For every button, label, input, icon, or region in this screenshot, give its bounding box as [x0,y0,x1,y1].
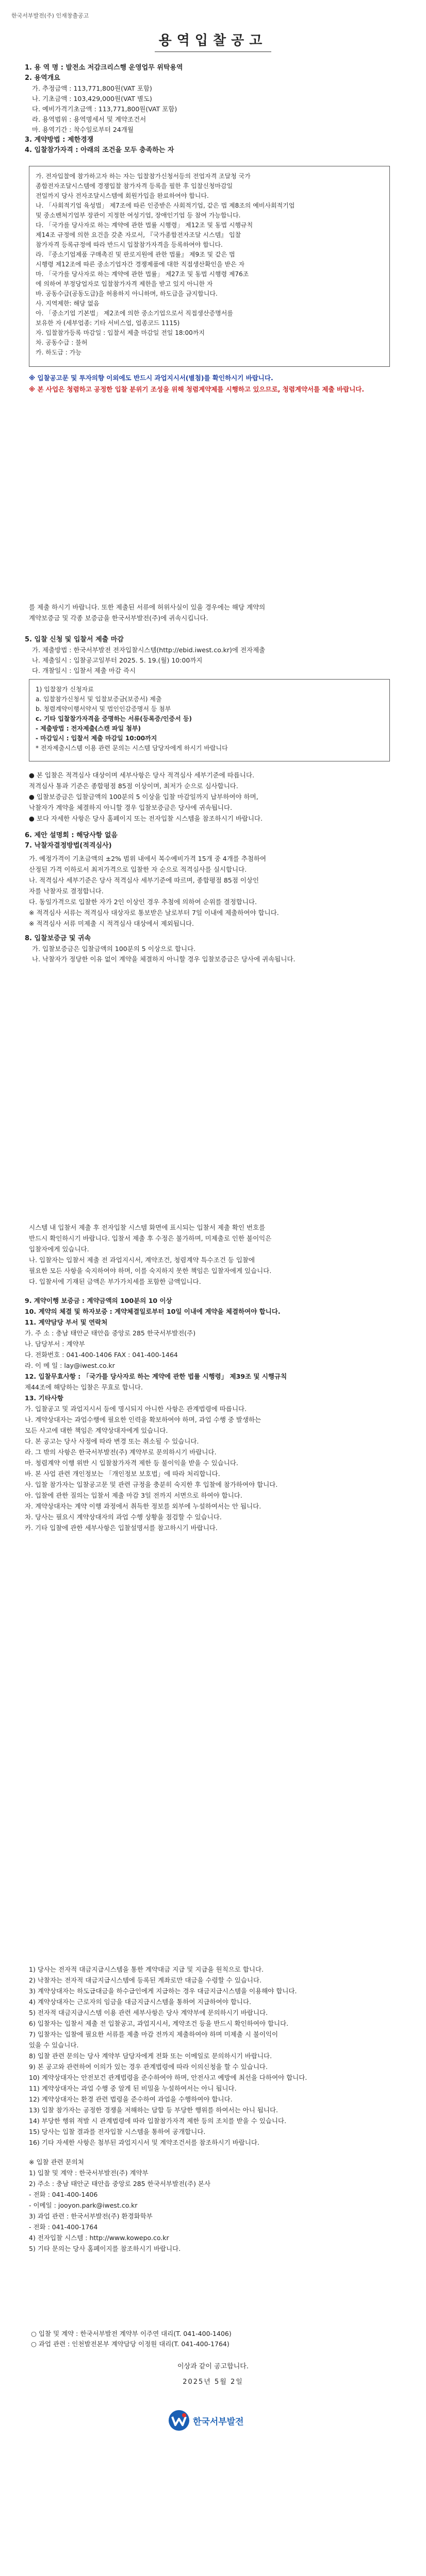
paragraph-line: 2) 낙찰자는 전자적 대금지급시스템에 등록된 계좌로만 대금을 수령할 수 있습니다. [29,1976,262,1984]
documents-line: b. 청렴계약이행서약서 및 법인인감증명서 등 첨부 [36,705,171,713]
notice-red: ※ 본 사업은 청렴하고 공정한 입찰 분위기 조성을 위해 청렴계약제를 시행하고 있으므로, 청렴계약서를 제출 바랍니다. [29,385,365,393]
contact-line: - 전화 : 041-400-1764 [29,2223,98,2231]
company-name: 한국서부발전 [193,2416,244,2427]
paragraph-line: 15) 당사는 입찰 결과를 전자입찰 시스템을 통하여 공개합니다. [29,2128,206,2136]
section-deposit [25,934,396,964]
org-header: 한국서부발전(주) 인재창출공고 [11,12,89,19]
paragraph-line: 자를 낙찰자로 결정합니다. [29,887,104,895]
section-contract-misc [25,1295,396,1533]
paragraph-block [29,1964,398,2148]
misc-line: 카. 기타 입찰에 관한 세부사항은 입찰설명서를 참고하시기 바랍니다. [25,1524,218,1532]
documents-line: - 마감일시 : 입찰서 제출 마감일 10:00까지 [36,735,157,742]
company-logo [168,2409,259,2432]
paragraph-line: 4) 계약상대자는 근로자의 임금을 대금지급시스템을 통하여 지급하여야 합니다. [29,1998,252,2006]
page-title: 용역입찰공고 [158,33,268,48]
eligibility-line: 카. 하도급 : 가능 [36,349,81,356]
eligibility-line: 나. 「사회적기업 육성법」 제7조에 따른 인증받은 사회적기업, 같은 법 제8조의 예비사회적기업 [36,202,295,209]
eligibility-line: 전일까지 당사 전자조달시스템에 회원가입을 완료하여야 합니다. [36,192,209,199]
summary-item: 가. 추정금액 : 113,771,800원(VAT 포함) [32,84,152,92]
section-overview [25,63,396,156]
documents-line: * 전자제출시스템 이용 관련 문의는 시스템 담당자에게 하시기 바랍니다 [36,744,228,752]
eligibility-line: 및 중소벤처기업부 장관이 지정한 여성기업, 장애인기업 등 참여 가능합니다. [36,212,241,219]
paragraph-line: ※ 적격심사 서류는 적격심사 대상자로 통보받은 날로부터 7일 이내에 제출하여야 합니다. [29,909,279,917]
paragraph-line: 적격심사 통과 기준은 종합평점 85점 이상이며, 최저가 순으로 심사합니다. [29,782,238,790]
paragraph-block [29,770,398,824]
paragraph-line: 를 제출 하시기 바랍니다. 또한 제출된 서류에 허위사실이 있을 경우에는 해당 계약의 [29,603,266,611]
paragraph-line: 10) 계약상대자는 안전보건 관계법령을 준수하여야 하며, 안전사고 예방에 최선을 다하여야 합니다. [29,2074,307,2081]
submission-item: 가. 제출방법 : 한국서부발전 전자입찰시스템(http://ebid.iwest.co.kr)에 전자제출 [32,646,266,654]
documents-box [29,679,390,761]
misc-line: 다. 본 공고는 당사 사정에 따라 변경 또는 취소될 수 있습니다. [25,1437,199,1445]
eligibility-line: 종합전자조달시스템에 경쟁입찰 참가자격 등록을 필한 후 입찰신청마감일 [36,182,233,190]
submission-item: 다. 개찰일시 : 입찰서 제출 마감 즉시 [32,667,136,674]
footer-notes [31,2329,392,2349]
documents-line: - 제출방법 : 전자제출(스캔 파일 첨부) [36,725,141,732]
documents-line: c. 기타 입찰참가자격을 증명하는 서류(등록증/인증서 등) [36,715,192,722]
paragraph-line: ※ 적격심사 서류 미제출 시 적격심사 대상에서 제외됩니다. [29,920,194,927]
paragraph-line: 3) 계약상대자는 하도급대금을 하수급인에게 지급하는 경우 대금지급시스템을 이용해야 합니다. [29,1987,297,1995]
summary-item: 라. 용역범위 : 용역명세서 및 계약조건서 [32,115,146,123]
eligibility-line: 가. 전자입찰에 참가하고자 하는 자는 입찰참가신청서등의 전업자격 조달청 국가 [36,173,251,180]
misc-line: 라. 그 밖의 사항은 한국서부발전(주) 계약부로 문의하시기 바랍니다. [25,1448,217,1456]
submission-item: 나. 제출일시 : 입찰공고일부터 2025. 5. 19.(월) 10:00까지 [32,656,203,664]
service-summary-heading: 2. 용역개요 [25,74,60,82]
contact-line: 1) 입찰 및 계약 : 한국서부발전(주) 계약부 [29,2169,149,2177]
summary-item: 다. 예비가격기초금액 : 113,771,800원(VAT 포함) [32,105,177,113]
paragraph-line: ● 입찰보증금은 입찰금액의 100분의 5 이상을 입찰 마감일까지 납부하여야 하며, [29,793,258,801]
contact-line: 5) 기타 문의는 당사 홈페이지를 참조하시기 바랍니다. [29,2245,181,2252]
contact-line: - 전화 : 041-400-1406 [29,2191,98,2198]
closing-statement: 이상과 같이 공고합니다. [177,2363,249,2370]
misc-line: 11. 계약담당 부서 및 연락처 [25,1318,108,1326]
paragraph-line: 다. 입찰서에 기재된 금액은 부가가치세를 포함한 금액입니다. [29,1278,201,1285]
misc-line: 마. 청렴계약 이행 위반 시 입찰참가자격 제한 등 불이익을 받을 수 있습니다. [25,1459,238,1467]
notice-blue: ※ 입찰공고문 및 투자의향 이외에도 반드시 과업지시서(별첨)를 확인하시기 바랍니다. [29,374,273,382]
summary-item: 마. 용역기간 : 착수일로부터 24개월 [32,126,134,133]
submission-heading: 5. 입찰 신청 및 입찰서 제출 마감 [25,636,124,643]
eligibility-line: 제14조 규정에 의한 요건을 갖춘 자로서, 『국가종합전자조달 시스템』 입찰 [36,231,241,239]
contact-intro: ※ 입찰 관련 문의처 [29,2158,84,2166]
paragraph-line: 8) 입찰 관련 문의는 당사 계약부 담당자에게 전화 또는 이메일로 문의하시기 바랍니다. [29,2052,272,2060]
paragraph-line: 9) 본 공고와 관련하여 이의가 있는 경우 관계법령에 따라 이의신청을 할 수 있습니다. [29,2063,268,2071]
misc-line: 제44조에 해당하는 입찰은 무효로 합니다. [25,1383,143,1391]
misc-line: 13. 기타사항 [25,1394,63,1402]
paragraph-line: 나. 적격심사 세부기준은 당사 적격심사 세부기준에 따르며, 종합평점 85점 이상인 [29,876,259,884]
contact-block [29,2157,398,2254]
documents-line: a. 입찰참가신청서 및 입찰보증금(보증서) 제출 [36,696,162,703]
misc-line: 9. 계약이행 보증금 : 계약금액의 100분의 10 이상 [25,1297,172,1304]
eligibility-line: 보유한 자 (세부업종: 기타 서비스업, 업종코드 1115) [36,319,180,327]
eligibility-heading: 4. 입찰참가자격 : 아래의 조건을 모두 충족하는 자 [25,146,174,154]
eligibility-line: 참가자격 등록규정에 따라 반드시 입찰참가자격을 등록하여야 합니다. [36,241,223,248]
contact-line: 2) 주소 : 충남 태안군 태안읍 중앙로 285 한국서부발전(주) 본사 [29,2180,211,2188]
paragraph-line: 16) 기타 자세한 사항은 첨부된 과업지시서 및 계약조건서를 참조하시기 바랍니다. [29,2139,259,2146]
misc-line: 모든 사고에 대한 책임은 계약상대자에게 있습니다. [25,1427,168,1434]
deposit-item: 나. 낙찰자가 정당한 이유 없이 계약을 체결하지 아니할 경우 입찰보증금은 당사에 귀속됩니다. [32,955,296,963]
paragraph-line: 가. 예정가격이 기초금액의 ±2% 범위 내에서 복수예비가격 15개 중 4개를 추첨하여 [29,855,267,862]
paragraph-line: 12) 계약상대자는 환경 관련 법령을 준수하여 과업을 수행하여야 합니다. [29,2095,233,2103]
paragraph-line: 나. 입찰자는 입찰서 제출 전 과업지시서, 계약조건, 청렴계약 특수조건 등 입찰에 [29,1256,255,1264]
selection-heading: 7. 낙찰자결정방법(적격심사) [25,842,112,850]
section-selection [25,831,396,851]
paragraph-line: ● 보다 자세한 사항은 당사 홈페이지 또는 전자입찰 시스템을 참조하시기 바랍니다. [29,815,263,822]
misc-line: 나. 계약상대자는 과업수행에 필요한 인력을 확보하여야 하며, 과업 수행 중 발생하는 [25,1416,261,1423]
eligibility-line: 차. 공동수급 : 불허 [36,339,88,346]
paragraph-line: 다. 동일가격으로 입찰한 자가 2인 이상인 경우 추첨에 의하여 순위를 결정합니다. [29,898,257,906]
summary-item: 나. 기초금액 : 103,429,000원(VAT 별도) [32,95,152,103]
paragraph-line: 있을 수 있습니다. [29,2041,79,2049]
paragraph-line: 산정된 가격 이하로서 최저가격으로 입찰한 자 순으로 적격심사를 실시합니다. [29,866,247,873]
service-name: 1. 용 역 명 : 발전소 저감크리스행 운영업무 위탁용역 [25,64,183,72]
misc-line: 사. 입찰 참가자는 입찰공고문 및 관련 규정을 충분히 숙지한 후 입찰에 참가하여야 합니다. [25,1481,278,1488]
paragraph-line: 입찰자에게 있습니다. [29,1245,89,1253]
kowepo-logo-icon [168,2410,190,2431]
eligibility-line: 사. 지역제한: 해당 없음 [36,300,100,307]
misc-line: 12. 입찰무효사항 : 「국가를 당사자로 하는 계약에 관한 법률 시행령」 제39조 및 시행규칙 [25,1372,287,1380]
paragraph-line: 7) 입찰자는 입찰에 필요한 서류를 제출 마감 전까지 제출하여야 하며 미제출 시 불이익이 [29,2030,278,2038]
eligibility-box [29,166,390,367]
footer-note-line: ○ 입찰 및 계약 : 한국서부발전 계약부 이주연 대리(T. 041-400-1406) [31,2330,232,2337]
misc-line: 자. 계약상대자는 계약 이행 과정에서 취득한 정보를 외부에 누설하여서는 안 됩니다. [25,1502,261,1510]
eligibility-line: 바. 공동수급(공동도급)을 허용하지 아니하며, 하도급을 금지합니다. [36,290,218,297]
deposit-item: 가. 입찰보증금은 입찰금액의 100분의 5 이상으로 합니다. [32,945,196,953]
paragraph-line: 낙찰자가 계약을 체결하지 아니할 경우 입찰보증금은 당사에 귀속됩니다. [29,804,233,811]
paragraph-line: 5) 전자적 대금지급시스템 이용 관련 세부사항은 당사 계약부에 문의하시기 바랍니다. [29,2009,268,2016]
misc-line: 라. 이 메 일 : lay@iwest.co.kr [25,1362,115,1369]
paragraph-block [29,1222,398,1287]
section-submission [25,635,396,676]
misc-line: 가. 주 소 : 충남 태안군 태안읍 중앙로 285 한국서부발전(주) [25,1329,196,1337]
briefing-line: 6. 제안 설명회 : 해당사항 없음 [25,832,118,839]
paragraph-line: 14) 부당한 행위 적발 시 관계법령에 따라 입찰참가자격 제한 등의 조치를 받을 수 있습니다. [29,2117,287,2125]
paragraph-line: ● 본 입찰은 적격심사 대상이며 세부사항은 당사 적격심사 세부기준에 따릅니다. [29,771,255,779]
paragraph-line: 필요한 모든 사항을 숙지하여야 하며, 이를 숙지하지 못한 책임은 입찰자에게 있습니다. [29,1267,272,1275]
paragraph-block [29,602,398,623]
paragraph-line: 6) 입찰자는 입찰서 제출 전 입찰공고, 과업지시서, 계약조건 등을 반드시 확인하여야 합니다. [29,2020,289,2027]
contact-line: 4) 전자입찰 시스템 : http://www.kowepo.co.kr [29,2234,169,2242]
paragraph-line: 반드시 확인하시기 바랍니다. 입찰서 제출 후 수정은 불가하며, 미제출로 인한 불이익은 [29,1234,272,1242]
misc-line: 아. 입찰에 관한 질의는 입찰서 제출 마감 3일 전까지 서면으로 하여야 합니다. [25,1492,242,1499]
paragraph-block [29,853,398,929]
documents-line: 1) 입찰참가 신청자료 [36,686,94,693]
deposit-heading: 8. 입찰보증금 및 귀속 [25,935,91,942]
eligibility-line: 다. 「국가를 당사자로 하는 계약에 관한 법률 시행령」 제12조 및 동법 시행규칙 [36,222,253,229]
eligibility-line: 자. 입찰참가등록 마감일 : 입찰서 제출 마감일 전일 18:00까지 [36,329,205,336]
misc-line: 차. 당사는 필요시 계약상대자의 과업 수행 상황을 점검할 수 있습니다. [25,1513,222,1521]
misc-line: 다. 전화번호 : 041-400-1406 FAX : 041-400-1464 [25,1351,178,1359]
eligibility-line: 에 의하여 부정당업자로 입찰참가자격 제한을 받고 있지 아니한 자 [36,280,213,287]
paragraph-line: 1) 당사는 전자적 대금지급시스템을 통한 계약대금 지급 및 지급을 원칙으로 합니다. [29,1965,264,1973]
paragraph-line: 13) 입찰 참가자는 공정한 경쟁을 저해하는 담합 등 부당한 행위를 하여서는 아니 됩니다. [29,2106,278,2114]
paragraph-line: 계약보증금 및 각종 보증금을 한국서부발전(주)에 귀속시킵니다. [29,614,208,622]
contact-line: - 이메일 : jooyon.park@iwest.co.kr [29,2201,138,2209]
contract-method: 3. 계약방법 : 제한경쟁 [25,136,94,144]
contact-line: 3) 과업 관련 : 한국서부발전(주) 환경화학부 [29,2212,153,2220]
eligibility-line: 아. 「중소기업 기본법」 제2조에 의한 중소기업으로서 직접생산증명서를 [36,310,233,317]
eligibility-line: 마. 「국가를 당사자로 하는 계약에 관한 법률」 제27조 및 동법 시행령 제76조 [36,270,249,278]
paragraph-line: 시스템 내 입찰서 제출 후 전자입찰 시스템 화면에 표시되는 입찰서 제출 확인 번호를 [29,1224,266,1231]
misc-line: 나. 담당부서 : 계약부 [25,1340,85,1348]
paragraph-line: 11) 계약상대자는 과업 수행 중 알게 된 비밀을 누설하여서는 아니 됩니다. [29,2084,237,2092]
misc-line: 10. 계약의 체결 및 하자보증 : 계약체결일로부터 10일 이내에 계약을 체결하여야 합니다. [25,1308,281,1315]
footer-note-line: ○ 과업 관련 : 인천발전본부 계약담당 이정원 대리(T. 041-400-1764) [31,2340,230,2348]
eligibility-line: 라. 『중소기업제품 구매촉진 및 판로지원에 관한 법률』 제9조 및 같은 법 [36,251,235,258]
eligibility-line: 시행령 제12조에 따른 중소기업자간 경쟁제품에 대한 직접생산확인을 받은 자 [36,261,245,268]
announcement-date: 2025년 5월 2일 [183,2378,243,2386]
misc-line: 바. 본 사업 관련 개인정보는 「개인정보 보호법」에 따라 처리합니다. [25,1470,220,1478]
misc-line: 가. 입찰공고 및 과업지시서 등에 명시되지 아니한 사항은 관계법령에 따릅니다. [25,1405,247,1413]
